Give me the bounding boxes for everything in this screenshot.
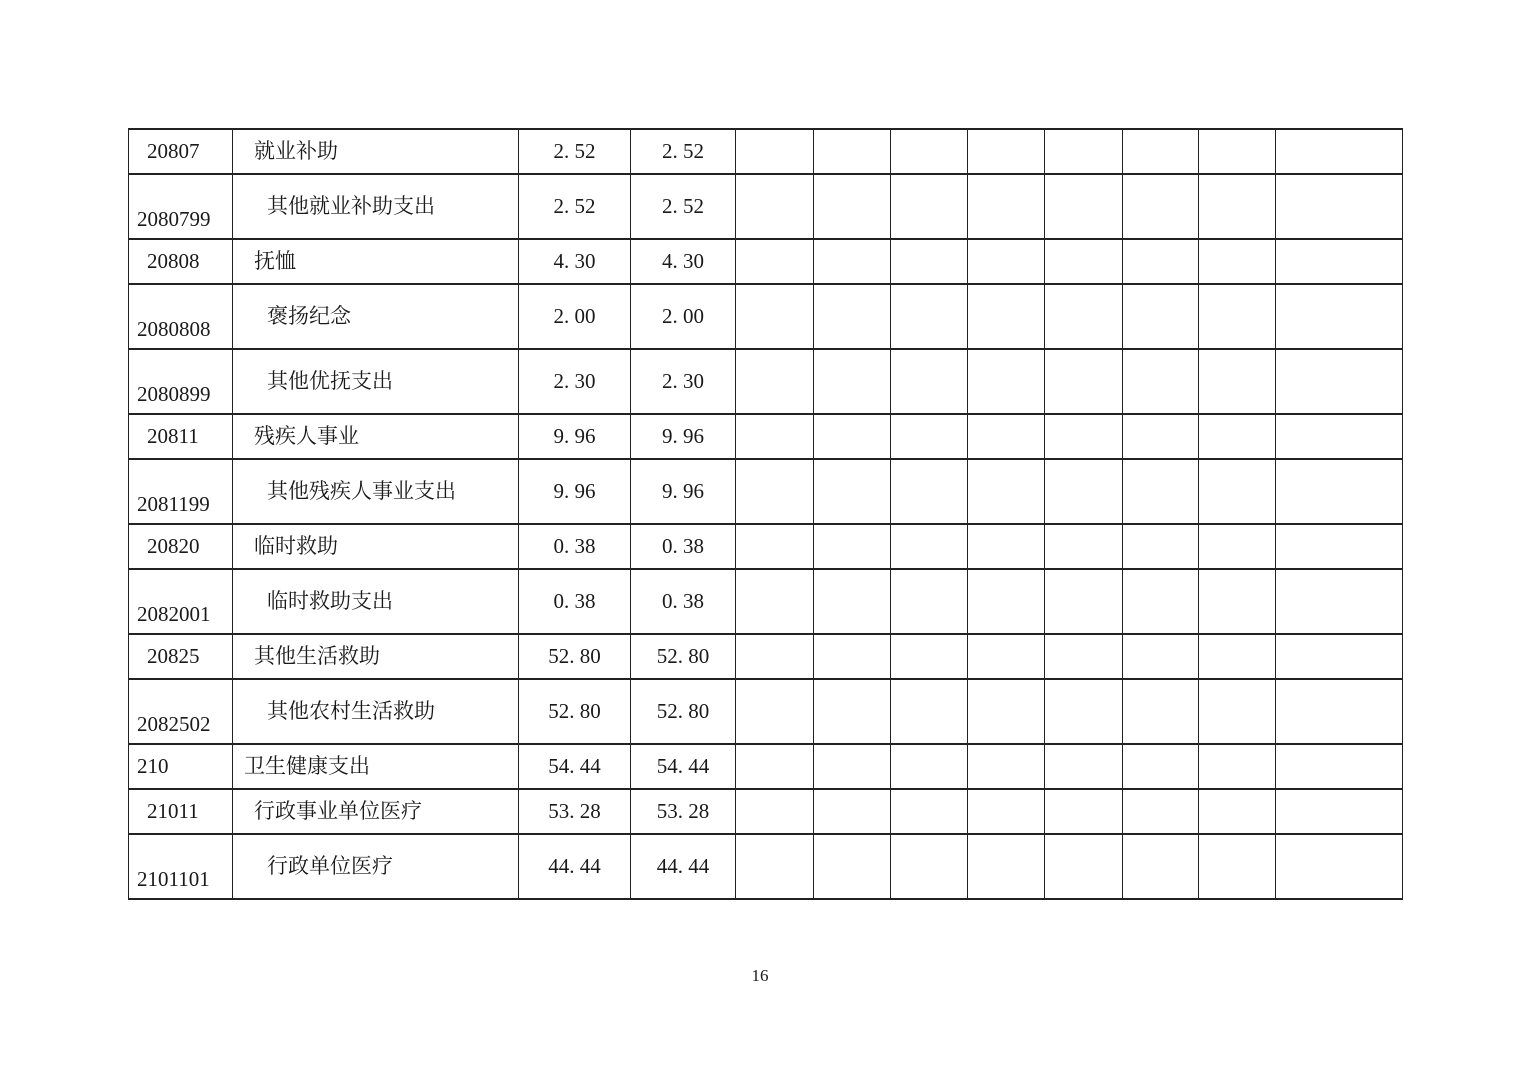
empty-cell: [1199, 129, 1276, 174]
empty-cell: [1276, 744, 1403, 789]
name-cell: 行政单位医疗: [233, 834, 519, 899]
empty-cell: [891, 129, 968, 174]
empty-cell: [814, 679, 891, 744]
name-cell: 行政事业单位医疗: [233, 789, 519, 834]
empty-cell: [736, 569, 814, 634]
empty-cell: [1199, 834, 1276, 899]
empty-cell: [968, 569, 1045, 634]
table-row: [129, 414, 1403, 459]
empty-cell: [891, 459, 968, 524]
empty-cell: [1276, 459, 1403, 524]
empty-cell: [1199, 349, 1276, 414]
empty-cell: [968, 349, 1045, 414]
value-cell: 0. 38: [631, 569, 736, 634]
empty-cell: [1276, 284, 1403, 349]
value-cell: 2. 00: [519, 284, 631, 349]
code-cell: 20820: [129, 524, 233, 569]
empty-cell: [891, 569, 968, 634]
name-cell: 其他残疾人事业支出: [233, 459, 519, 524]
value-cell: 4. 30: [631, 239, 736, 284]
empty-cell: [1199, 284, 1276, 349]
empty-cell: [1123, 744, 1199, 789]
empty-cell: [1045, 789, 1123, 834]
empty-cell: [1045, 284, 1123, 349]
empty-cell: [1045, 744, 1123, 789]
empty-cell: [814, 834, 891, 899]
empty-cell: [891, 834, 968, 899]
code-cell: 20825: [129, 634, 233, 679]
empty-cell: [891, 634, 968, 679]
value-cell: 52. 80: [519, 679, 631, 744]
empty-cell: [968, 834, 1045, 899]
value-cell: 2. 52: [519, 174, 631, 239]
table-row: [129, 789, 1403, 834]
name-cell: 抚恤: [233, 239, 519, 284]
empty-cell: [1276, 174, 1403, 239]
empty-cell: [968, 524, 1045, 569]
empty-cell: [1199, 239, 1276, 284]
table-row: [129, 834, 1403, 899]
empty-cell: [1045, 414, 1123, 459]
empty-cell: [1276, 239, 1403, 284]
empty-cell: [891, 744, 968, 789]
table-row: [129, 679, 1403, 744]
empty-cell: [1045, 834, 1123, 899]
empty-cell: [1276, 569, 1403, 634]
empty-cell: [968, 239, 1045, 284]
empty-cell: [1276, 789, 1403, 834]
empty-cell: [1199, 679, 1276, 744]
code-cell: 2101101: [129, 834, 233, 899]
empty-cell: [736, 524, 814, 569]
empty-cell: [814, 414, 891, 459]
value-cell: 44. 44: [519, 834, 631, 899]
code-cell: 2082502: [129, 679, 233, 744]
empty-cell: [1045, 459, 1123, 524]
code-cell: 2081199: [129, 459, 233, 524]
empty-cell: [1276, 524, 1403, 569]
empty-cell: [1199, 459, 1276, 524]
empty-cell: [736, 459, 814, 524]
empty-cell: [736, 174, 814, 239]
empty-cell: [1045, 349, 1123, 414]
name-cell: 临时救助支出: [233, 569, 519, 634]
code-cell: 2080899: [129, 349, 233, 414]
value-cell: 52. 80: [631, 679, 736, 744]
code-cell: 20808: [129, 239, 233, 284]
empty-cell: [968, 679, 1045, 744]
empty-cell: [1199, 789, 1276, 834]
empty-cell: [1199, 414, 1276, 459]
empty-cell: [1123, 284, 1199, 349]
value-cell: 2. 52: [519, 129, 631, 174]
table-row: [129, 744, 1403, 789]
empty-cell: [1276, 834, 1403, 899]
empty-cell: [736, 634, 814, 679]
code-cell: 2080799: [129, 174, 233, 239]
code-cell: 21011: [129, 789, 233, 834]
empty-cell: [1045, 634, 1123, 679]
code-cell: 2080808: [129, 284, 233, 349]
empty-cell: [891, 679, 968, 744]
value-cell: 54. 44: [631, 744, 736, 789]
empty-cell: [1123, 634, 1199, 679]
table-row: [129, 524, 1403, 569]
empty-cell: [1045, 569, 1123, 634]
table-row: [129, 174, 1403, 239]
empty-cell: [968, 459, 1045, 524]
value-cell: 53. 28: [631, 789, 736, 834]
empty-cell: [1199, 524, 1276, 569]
empty-cell: [1123, 174, 1199, 239]
value-cell: 0. 38: [519, 524, 631, 569]
empty-cell: [968, 129, 1045, 174]
empty-cell: [891, 349, 968, 414]
name-cell: 就业补助: [233, 129, 519, 174]
empty-cell: [814, 284, 891, 349]
table-row: [129, 129, 1403, 174]
empty-cell: [968, 789, 1045, 834]
empty-cell: [968, 744, 1045, 789]
empty-cell: [1045, 129, 1123, 174]
empty-cell: [1199, 569, 1276, 634]
empty-cell: [1199, 634, 1276, 679]
empty-cell: [968, 634, 1045, 679]
value-cell: 52. 80: [519, 634, 631, 679]
empty-cell: [736, 834, 814, 899]
name-cell: 褒扬纪念: [233, 284, 519, 349]
name-cell: 其他优抚支出: [233, 349, 519, 414]
value-cell: 0. 38: [631, 524, 736, 569]
empty-cell: [891, 239, 968, 284]
value-cell: 44. 44: [631, 834, 736, 899]
value-cell: 2. 30: [519, 349, 631, 414]
value-cell: 2. 00: [631, 284, 736, 349]
empty-cell: [1045, 679, 1123, 744]
empty-cell: [891, 524, 968, 569]
empty-cell: [736, 349, 814, 414]
value-cell: 0. 38: [519, 569, 631, 634]
value-cell: 52. 80: [631, 634, 736, 679]
name-cell: 卫生健康支出: [233, 744, 519, 789]
value-cell: 4. 30: [519, 239, 631, 284]
empty-cell: [891, 284, 968, 349]
empty-cell: [814, 744, 891, 789]
empty-cell: [814, 129, 891, 174]
code-cell: 20807: [129, 129, 233, 174]
page-number: 16: [751, 966, 769, 985]
empty-cell: [814, 239, 891, 284]
table-row: [129, 239, 1403, 284]
value-cell: 53. 28: [519, 789, 631, 834]
empty-cell: [736, 679, 814, 744]
name-cell: 其他农村生活救助: [233, 679, 519, 744]
empty-cell: [1045, 239, 1123, 284]
empty-cell: [1123, 349, 1199, 414]
empty-cell: [968, 414, 1045, 459]
name-cell: 残疾人事业: [233, 414, 519, 459]
empty-cell: [968, 174, 1045, 239]
table-row: [129, 284, 1403, 349]
value-cell: 2. 52: [631, 129, 736, 174]
code-cell: 2082001: [129, 569, 233, 634]
empty-cell: [814, 459, 891, 524]
empty-cell: [814, 634, 891, 679]
empty-cell: [814, 174, 891, 239]
empty-cell: [736, 789, 814, 834]
table-row: [129, 569, 1403, 634]
value-cell: 9. 96: [519, 459, 631, 524]
empty-cell: [1123, 459, 1199, 524]
empty-cell: [1123, 679, 1199, 744]
empty-cell: [891, 789, 968, 834]
empty-cell: [1045, 524, 1123, 569]
empty-cell: [814, 569, 891, 634]
empty-cell: [814, 524, 891, 569]
empty-cell: [1276, 414, 1403, 459]
empty-cell: [1123, 524, 1199, 569]
empty-cell: [736, 129, 814, 174]
empty-cell: [736, 414, 814, 459]
empty-cell: [968, 284, 1045, 349]
value-cell: 9. 96: [631, 459, 736, 524]
name-cell: 其他就业补助支出: [233, 174, 519, 239]
value-cell: 9. 96: [519, 414, 631, 459]
empty-cell: [1123, 569, 1199, 634]
empty-cell: [1123, 414, 1199, 459]
code-cell: 20811: [129, 414, 233, 459]
budget-table: [128, 128, 1403, 900]
table-row: [129, 634, 1403, 679]
empty-cell: [1123, 129, 1199, 174]
name-cell: 临时救助: [233, 524, 519, 569]
value-cell: 54. 44: [519, 744, 631, 789]
empty-cell: [1276, 129, 1403, 174]
empty-cell: [1199, 744, 1276, 789]
empty-cell: [1199, 174, 1276, 239]
empty-cell: [736, 744, 814, 789]
empty-cell: [1276, 679, 1403, 744]
value-cell: 2. 30: [631, 349, 736, 414]
code-cell: 210: [129, 744, 233, 789]
empty-cell: [736, 239, 814, 284]
empty-cell: [1123, 239, 1199, 284]
table-row: [129, 349, 1403, 414]
name-cell: 其他生活救助: [233, 634, 519, 679]
empty-cell: [814, 789, 891, 834]
empty-cell: [736, 284, 814, 349]
table-row: [129, 459, 1403, 524]
empty-cell: [1123, 834, 1199, 899]
empty-cell: [891, 174, 968, 239]
empty-cell: [1276, 349, 1403, 414]
value-cell: 9. 96: [631, 414, 736, 459]
empty-cell: [1045, 174, 1123, 239]
empty-cell: [1276, 634, 1403, 679]
empty-cell: [1123, 789, 1199, 834]
empty-cell: [814, 349, 891, 414]
value-cell: 2. 52: [631, 174, 736, 239]
empty-cell: [891, 414, 968, 459]
